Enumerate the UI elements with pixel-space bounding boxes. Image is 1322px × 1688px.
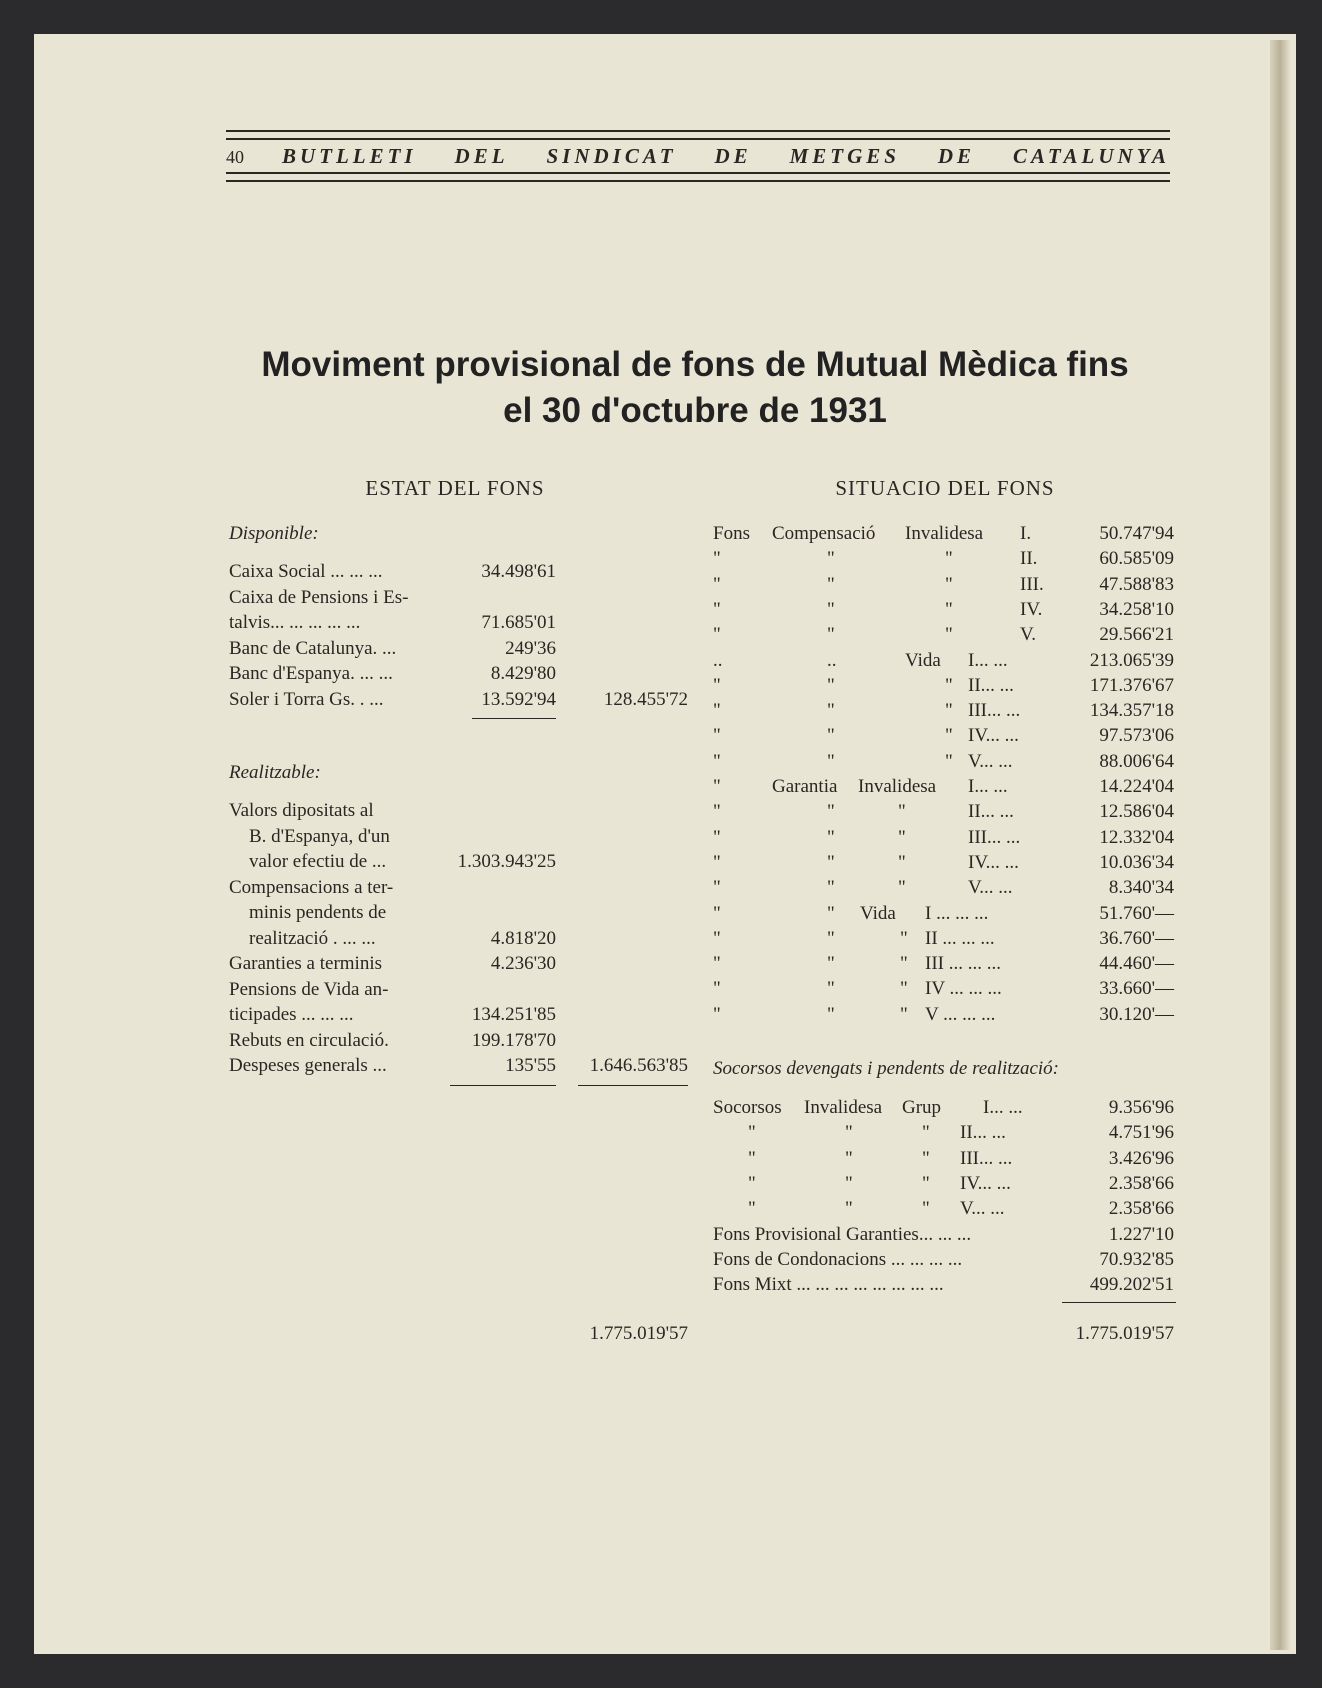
estat-item-value: 135'55 [505,1055,556,1076]
header-top-rule [226,130,1170,140]
situacio-col3: " [945,624,953,646]
situacio-col2: " [827,1003,835,1025]
socorsos-col1: Socorsos [713,1097,782,1118]
header-word: SINDICAT [546,144,677,168]
situacio-value: 171.376'67 [1089,674,1174,696]
socorsos-col1: " [748,1122,756,1144]
estat-item-value: 199.178'70 [471,1029,556,1051]
socorsos-col4: II... ... [960,1122,1006,1144]
situacio-value: 33.660'— [1099,978,1174,1000]
situacio-col3: " [898,801,906,823]
other-row-label: Fons de Condonacions ... ... ... ... [713,1248,963,1270]
socorsos-col1: " [748,1198,756,1220]
situacio-col4: V. [1020,624,1037,646]
estat-item-label: Banc de Catalunya. ... [229,637,397,659]
situacio-col3: " [900,927,908,949]
estat-item-value: 134.251'85 [471,1004,556,1025]
socorsos-value: 3.426'96 [1108,1147,1174,1169]
situacio-col3: Invalidesa [905,523,984,544]
situacio-col1: Fons [713,523,750,544]
disponible-label: Disponible: [229,523,319,544]
situacio-value: 50.747'94 [1099,523,1174,544]
socorsos-heading: Socorsos devengats i pendents de realització: [713,1058,1059,1079]
running-header [226,130,1170,182]
situacio-col4: I ... ... ... [925,902,989,924]
situacio-col3: " [945,548,953,570]
situacio-col3: " [900,978,908,1000]
socorsos-col2: " [845,1172,853,1194]
situacio-value: 30.120'— [1099,1003,1174,1025]
socorsos-col4: I... ... [983,1097,1023,1118]
estat-item-label: B. d'Espanya, d'un [249,825,390,847]
situacio-col1: " [713,877,721,899]
other-row-label: Fons Mixt ... ... ... ... ... ... ... ... [713,1274,944,1296]
situacio-col3: " [945,598,953,620]
socorsos-value: 2.358'66 [1108,1172,1174,1194]
socorsos-col2: Invalidesa [804,1097,883,1118]
situacio-col2: " [827,598,835,620]
situacio-col2: Garantia [772,776,838,797]
estat-item-label: talvis... ... ... ... ... [229,612,361,633]
estat-item-label: Pensions de Vida an- [229,978,389,1000]
page-title [200,342,1190,434]
situacio-col4: III... ... [968,826,1021,848]
situacio-col3: Vida [860,902,896,924]
title-line-1: Moviment provisional de fons de Mutual Mèdica fins [261,345,1129,384]
socorsos-col3: Grup [902,1097,942,1118]
estat-item-label: valor efectiu de ... [249,851,387,872]
socorsos-col2: " [845,1147,853,1169]
situacio-value: 34.258'10 [1099,598,1174,620]
socorsos-col3: " [922,1147,930,1169]
situacio-col2: " [827,978,835,1000]
socorsos-value: 9.356'96 [1108,1097,1174,1118]
estat-item-value: 34.498'61 [481,561,556,582]
situacio-col3: " [945,750,953,772]
situacio-col4: II ... ... ... [925,927,995,949]
situacio-col2: " [827,624,835,646]
situacio-col2: " [827,902,835,924]
disponible-total: 128.455'72 [603,688,688,710]
socorsos-col3: " [922,1198,930,1220]
situacio-col2: " [827,573,835,595]
situacio-col1: " [713,725,721,747]
header-word: METGES [789,144,900,168]
situacio-value: 134.357'18 [1089,700,1174,722]
realitzable-label: Realitzable: [229,762,321,783]
situacio-col4: III ... ... ... [925,953,1001,975]
estat-item-label: Rebuts en circulació. [229,1029,389,1051]
situacio-col1: .. [713,649,723,671]
situacio-value: 8.340'34 [1108,877,1174,899]
socorsos-value: 4.751'96 [1108,1122,1174,1144]
estat-item-label: Caixa de Pensions i Es- [229,586,409,608]
situacio-total-rule [1062,1302,1176,1303]
estat-item-value: 249'36 [505,637,556,659]
realitzable-subtotal-rule [450,1085,556,1086]
socorsos-col1: " [748,1147,756,1169]
situacio-col3: Invalidesa [858,776,937,797]
estat-item-value: 8.429'80 [490,663,556,684]
situacio-col4: II... ... [968,801,1014,823]
estat-item-value: 4.818'20 [490,927,556,949]
situacio-col1: " [713,978,721,1000]
estat-item-label: minis pendents de [249,902,387,923]
realitzable-total-rule [578,1085,688,1086]
situacio-col1: " [713,851,721,873]
situacio-col2: " [827,826,835,848]
header-row [226,140,1170,172]
header-word: BUTLLETI [281,144,417,168]
situacio-heading: SITUACIO DEL FONS [835,476,1055,500]
situacio-col4: V ... ... ... [925,1003,996,1025]
situacio-col4: III... ... [968,700,1021,722]
situacio-col4: IV ... ... ... [925,978,1002,1000]
situacio-col3: " [898,877,906,899]
situacio-col3: Vida [905,649,941,671]
situacio-col1: " [713,776,721,797]
situacio-col3: " [898,826,906,848]
socorsos-col3: " [922,1122,930,1144]
situacio-value: 60.585'09 [1099,548,1174,570]
situacio-col4: I... ... [968,776,1008,797]
socorsos-col4: IV... ... [960,1172,1011,1194]
situacio-col4: IV... ... [968,851,1019,873]
realitzable-total: 1.646.563'85 [589,1055,688,1076]
other-row-label: Fons Provisional Garanties... ... ... [713,1223,972,1245]
situacio-value: 44.460'— [1099,953,1174,975]
header-word: CATALUNYA [1013,144,1170,168]
socorsos-value: 2.358'66 [1108,1198,1174,1220]
situacio-col3: " [945,674,953,696]
situacio-col4: I. [1020,523,1032,544]
estat-item-value: 13.592'94 [481,688,556,710]
situacio-col2: " [827,548,835,570]
page-edge [1270,40,1290,1650]
situacio-value: 29.566'21 [1099,624,1174,646]
situacio-col3: " [898,851,906,873]
estat-item-value: 71.685'01 [481,612,556,633]
situacio-col1: " [713,750,721,772]
situacio-col3: " [900,953,908,975]
situacio-col1: " [713,801,721,823]
situacio-col2: " [827,674,835,696]
socorsos-col4: V... ... [960,1198,1005,1220]
situacio-col1: " [713,927,721,949]
situacio-col3: " [945,725,953,747]
other-row-value: 499.202'51 [1089,1274,1174,1296]
situacio-col4: IV. [1020,598,1043,620]
situacio-value: 12.332'04 [1099,826,1174,848]
situacio-col1: " [713,598,721,620]
situacio-col1: " [713,624,721,646]
situacio-col4: V... ... [968,750,1013,772]
situacio-col1: " [713,674,721,696]
situacio-value: 97.573'06 [1099,725,1174,747]
situacio-col4: I... ... [968,649,1008,671]
other-row-value: 1.227'10 [1108,1223,1174,1245]
situacio-col4: III. [1020,573,1044,595]
situacio-col1: " [713,902,721,924]
situacio-value: 36.760'— [1099,927,1174,949]
situacio-col2: Compensació [772,523,876,544]
situacio-col3: " [945,700,953,722]
situacio-col2: " [827,801,835,823]
estat-item-label: Caixa Social ... ... ... [229,561,383,582]
other-row-value: 70.932'85 [1099,1248,1174,1270]
header-word: DE [937,144,976,168]
situacio-col2: " [827,927,835,949]
situacio-value: 213.065'39 [1089,649,1174,671]
situacio-col1: " [713,573,721,595]
situacio-col2: " [827,851,835,873]
estat-item-value: 1.303.943'25 [457,851,556,872]
estat-item-value: 4.236'30 [490,953,556,974]
estat-heading: ESTAT DEL FONS [365,476,545,500]
estat-item-label: realització . ... ... [249,927,376,949]
situacio-col3: " [900,1003,908,1025]
situacio-col4: II... ... [968,674,1014,696]
socorsos-col3: " [922,1172,930,1194]
situacio-grand-total: 1.775.019'57 [1075,1323,1174,1344]
estat-item-label: Banc d'Espanya. ... ... [229,663,393,684]
situacio-col2: .. [827,649,837,671]
estat-item-label: Valors dipositats al [229,800,374,821]
header-bottom-rule [226,172,1170,182]
header-word: DE [714,144,752,168]
title-line-2: el 30 d'octubre de 1931 [503,391,887,430]
socorsos-col2: " [845,1122,853,1144]
situacio-value: 14.224'04 [1099,776,1174,797]
situacio-col1: " [713,826,721,848]
situacio-col3: " [945,573,953,595]
situacio-value: 12.586'04 [1099,801,1174,823]
situacio-value: 10.036'34 [1099,851,1174,873]
situacio-col1: " [713,700,721,722]
situacio-col2: " [827,953,835,975]
estat-item-label: Soler i Torra Gs. . ... [229,688,384,710]
situacio-value: 47.588'83 [1099,573,1174,595]
situacio-col2: " [827,750,835,772]
situacio-col4: II. [1020,548,1038,570]
situacio-col4: IV... ... [968,725,1019,747]
situacio-col2: " [827,700,835,722]
situacio-value: 88.006'64 [1099,750,1174,772]
situacio-col1: " [713,548,721,570]
page-number: 40 [226,147,244,167]
situacio-col2: " [827,877,835,899]
estat-grand-total: 1.775.019'57 [589,1323,688,1344]
estat-item-label: ticipades ... ... ... [229,1004,354,1025]
socorsos-col4: III... ... [960,1147,1013,1169]
situacio-col1: " [713,1003,721,1025]
header-word: DEL [454,144,509,168]
situacio-value: 51.760'— [1099,902,1174,924]
estat-item-label: Garanties a terminis [229,953,383,974]
situacio-col2: " [827,725,835,747]
socorsos-col1: " [748,1172,756,1194]
disponible-subtotal-rule [472,718,556,719]
socorsos-col2: " [845,1198,853,1220]
situacio-col4: V... ... [968,877,1013,899]
estat-item-label: Compensacions a ter- [229,876,394,898]
estat-item-label: Despeses generals ... [229,1055,387,1076]
situacio-col1: " [713,953,721,975]
